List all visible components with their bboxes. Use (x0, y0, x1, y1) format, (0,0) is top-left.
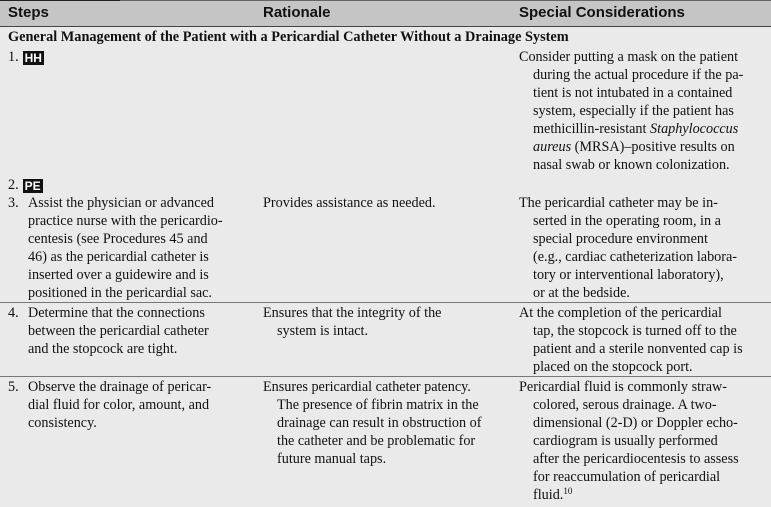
hand-hygiene-icon: HH (24, 51, 42, 65)
special-line: tory or interventional laboratory), (533, 267, 724, 283)
special-line: for reaccumulation of pericardial (533, 469, 721, 485)
step-line: dial fluid for color, amount, and (28, 397, 210, 413)
special-line: patient and a sterile nonvented cap is (533, 341, 743, 357)
special-line: colored, serous drainage. A two- (533, 397, 717, 413)
step-line: consistency. (28, 415, 97, 431)
special-line: Consider putting a mask on the patient (519, 49, 739, 65)
rationale-line: the catheter and be problematic for (277, 433, 476, 449)
special-line: fluid.$^{10}$ (533, 486, 573, 503)
special-line: during the actual procedure if the pa- (533, 67, 744, 83)
rationale-line: drainage can result in obstruction of (277, 415, 482, 431)
special-line: (e.g., cardiac catheterization labora- (533, 249, 738, 265)
table-header (0, 1, 771, 27)
special-line: cardiogram is usually performed (533, 433, 718, 449)
rationale-line: The presence of fibrin matrix in the (277, 397, 479, 413)
rationale-line: system is intact. (277, 323, 369, 339)
special-line: serted in the operating room, in a (533, 213, 721, 229)
step-number: 3. (8, 195, 19, 211)
step-line: inserted over a guidewire and is (28, 267, 209, 283)
special-line: tap, the stopcock is turned off to the (533, 323, 737, 339)
special-line: placed on the stopcock port. (533, 359, 693, 375)
patient-education-icon: PE (24, 179, 41, 193)
step-line: and the stopcock are tight. (28, 341, 178, 357)
special-line: At the completion of the pericardial (519, 305, 722, 321)
special-line: Pericardial fluid is commonly straw- (519, 379, 728, 395)
special-line: tient is not intubated in a contained (533, 85, 733, 101)
step-line: centesis (see Procedures 45 and (28, 231, 208, 247)
section-title: General Management of the Patient with a Pericardial Catheter Without a Drainage System (8, 29, 569, 45)
step-number: 4. (8, 305, 19, 321)
special-line: system, especially if the patient has (533, 103, 734, 119)
header-special-considerations: Special Considerations (519, 4, 685, 21)
special-line: aureus (MRSA)–positive results on (533, 139, 735, 155)
special-line: methicillin-resistant Staphylococcus (533, 121, 739, 137)
step-line: positioned in the pericardial sac. (28, 285, 212, 301)
header-rationale: Rationale (263, 4, 331, 21)
special-line: after the pericardiocentesis to assess (533, 451, 739, 467)
rationale-line: Ensures that the integrity of the (263, 305, 442, 321)
step-number: 1. HH (8, 49, 42, 65)
step-line: between the pericardial catheter (28, 323, 209, 339)
footnote-reference: 10 (563, 486, 573, 496)
row-divider (0, 376, 771, 377)
step-number: 5. (8, 379, 19, 395)
step-line: Assist the physician or advanced (28, 195, 214, 211)
rationale-line: future manual taps. (277, 451, 387, 467)
step-line: 46) as the pericardial catheter is (28, 249, 209, 265)
special-line: special procedure environment (533, 231, 708, 247)
row-divider (0, 302, 771, 303)
special-line: The pericardial catheter may be in- (519, 195, 718, 211)
special-line: dimensional (2-D) or Doppler echo- (533, 415, 738, 431)
header-steps: Steps (8, 4, 49, 21)
step-line: practice nurse with the pericardio- (28, 213, 223, 229)
step-line: Determine that the connections (28, 305, 205, 321)
rationale-line: Provides assistance as needed. (263, 195, 436, 211)
step-line: Observe the drainage of pericar- (28, 379, 212, 395)
step-number: 2. PE (8, 177, 41, 193)
special-line: nasal swab or known colonization. (533, 157, 730, 173)
rationale-line: Ensures pericardial catheter patency. (263, 379, 471, 395)
special-line: or at the bedside. (533, 285, 630, 301)
